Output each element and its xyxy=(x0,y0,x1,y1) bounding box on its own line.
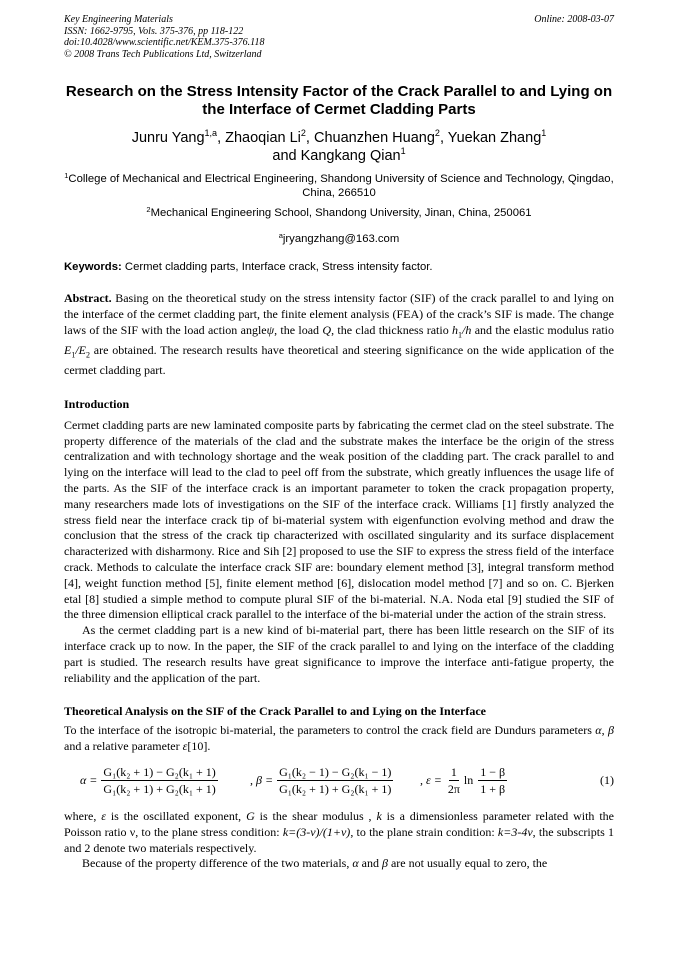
author-name: , Chuanzhen Huang xyxy=(305,130,435,146)
theory-text: , the subscripts 1 and 2 denote two materials respectively. xyxy=(64,824,614,855)
abstract xyxy=(64,291,614,379)
equation-lhs: , β = xyxy=(250,773,274,788)
theory-text: , to the plane strain condition: xyxy=(350,824,498,839)
keywords-label: Keywords: xyxy=(64,261,122,273)
denominator: 1 + β xyxy=(480,782,506,797)
numerator: 1 − β xyxy=(480,765,506,780)
keywords xyxy=(64,261,614,273)
author-name: , Zhaoqian Li xyxy=(217,130,301,146)
keywords-text: Cermet cladding parts, Interface crack, Stress intensity factor. xyxy=(121,261,433,273)
affiliation-text: Mechanical Engineering School, Shandong University, Jinan, China, 250061 xyxy=(150,207,532,219)
intro-paragraph-2: As the cermet cladding part is a new kind of bi-material part, there has been little research on the SIF of its interface crack up to now. In the paper, the SIF of the crack parallel to and lying on the interface of the cladding part is studied. The research results have great significance to improve the interface anti-fatigue property, the reliability and the application of the part. xyxy=(64,623,614,685)
theory-text: [10]. xyxy=(187,739,211,754)
theory-text: , xyxy=(601,723,609,738)
equation-1 xyxy=(64,759,614,803)
abstract-text: Basing on the theoretical study on the stress intensity factor (SIF) of the crack parallel to and lying on the interface of the cermet cladding part, the finite element analysis (FEA) of the crack’s SIF is made. The change laws of the SIF with the load action angle xyxy=(64,291,614,337)
paper-page xyxy=(64,14,614,872)
denominator: G₁(k₂ + 1) + G₂(k₁ + 1) xyxy=(279,782,392,797)
k-symbol: k xyxy=(376,808,382,823)
plane-strain-formula: k=3-4ν xyxy=(497,824,533,839)
alpha-symbol: α xyxy=(595,723,602,738)
theory-text: and xyxy=(358,856,382,871)
epsilon-definition xyxy=(420,759,507,803)
e2-symbol: /E xyxy=(75,342,87,357)
numerator: G₁(k₂ + 1) − G₂(k₁ + 1) xyxy=(103,765,216,780)
plane-stress-formula: k=(3-ν)/(1+ν) xyxy=(282,824,351,839)
equation-lhs: α = xyxy=(80,773,98,788)
subscript: 1 xyxy=(458,329,463,339)
affil-mark: 1 xyxy=(64,171,69,180)
theory-paragraph-2 xyxy=(64,809,614,856)
affiliation-1 xyxy=(64,172,614,200)
equation-lhs: , ε = xyxy=(420,773,442,788)
alpha-symbol: α xyxy=(352,856,359,871)
subscript: 1 xyxy=(71,350,76,360)
epsilon-symbol: ε xyxy=(101,808,106,823)
fraction xyxy=(478,764,507,797)
affiliation-2 xyxy=(64,206,614,220)
issn-line: ISSN: 1662-9795, Vols. 375-376, pp 118-122 xyxy=(64,25,244,37)
numerator: G₁(k₂ − 1) − G₂(k₁ − 1) xyxy=(279,765,392,780)
abstract-label: Abstract. xyxy=(64,291,112,305)
abstract-text: and the elastic modulus ratio xyxy=(471,322,615,337)
section-heading-theory: Theoretical Analysis on the SIF of the Crack Parallel to and Lying on the Interface xyxy=(64,704,486,719)
abstract-text: , the load xyxy=(274,322,323,337)
theory-paragraph-3 xyxy=(64,856,614,872)
author-affil-mark: 2 xyxy=(300,128,306,138)
beta-symbol: β xyxy=(381,856,388,871)
author-name: and Kangkang Qian xyxy=(272,148,401,164)
fraction xyxy=(446,764,462,797)
h1-symbol: h xyxy=(452,322,459,337)
alpha-definition xyxy=(80,759,218,803)
theory-text: are not usually equal to zero, the xyxy=(387,856,548,871)
q-symbol: Q xyxy=(322,322,332,337)
h-symbol: /h xyxy=(462,322,472,337)
denominator: 2π xyxy=(447,782,460,797)
g-symbol: G xyxy=(246,808,255,823)
author-affil-mark: 1 xyxy=(400,146,406,156)
beta-definition xyxy=(250,759,393,803)
subscript: 2 xyxy=(86,350,91,360)
affil-mark: 2 xyxy=(146,205,151,214)
author-affil-mark: 2 xyxy=(434,128,440,138)
email-text: jryangzhang@163.com xyxy=(282,233,400,245)
affiliation-text: College of Mechanical and Electrical Engineering, Shandong University of Science and Technology, Qingdao, China, 266510 xyxy=(68,173,614,199)
email-mark: a xyxy=(278,231,283,240)
theory-text: where, xyxy=(64,808,102,823)
copyright-line: © 2008 Trans Tech Publications Ltd, Switzerland xyxy=(64,48,262,60)
author-name: Junru Yang xyxy=(131,130,205,146)
equation-number: (1) xyxy=(600,772,614,787)
beta-symbol: β xyxy=(608,723,614,738)
author-email xyxy=(64,232,614,246)
author-name: , Yuekan Zhang xyxy=(439,130,542,146)
paper-title: Research on the Stress Intensity Factor of the Crack Parallel to and Lying on the Interface of Cermet Cladding Parts xyxy=(65,83,613,118)
abstract-text: , the clad thickness ratio xyxy=(331,322,453,337)
fraction xyxy=(277,764,393,797)
fraction xyxy=(101,764,217,797)
ln-operator: ln xyxy=(463,773,474,788)
journal-name: Key Engineering Materials xyxy=(64,14,173,25)
numerator: 1 xyxy=(450,765,457,780)
doi-line: doi:10.4028/www.scientific.net/KEM.375-376.118 xyxy=(64,37,265,48)
theory-text: is a dimensionless parameter related with the Poisson ratio ν, to the plane stress condition: xyxy=(64,808,614,839)
e1-symbol: E xyxy=(64,342,72,357)
author-affil-mark: 1 xyxy=(541,128,547,138)
section-heading-introduction: Introduction xyxy=(64,396,130,411)
journal-header xyxy=(64,14,614,60)
denominator: G₁(k₂ + 1) + G₂(k₁ + 1) xyxy=(103,782,216,797)
theory-text: To the interface of the isotropic bi-material, the parameters to control the crack field are Dundurs parameters xyxy=(64,723,596,738)
theory-paragraph-1 xyxy=(64,723,614,755)
theory-text: is the oscillated exponent, xyxy=(105,808,247,823)
epsilon-symbol: ε xyxy=(182,739,188,754)
theory-text: is the shear modulus , xyxy=(254,808,377,823)
theory-text: and a relative parameter xyxy=(64,739,183,754)
author-affil-mark: 1,a xyxy=(204,128,218,138)
online-date: Online: 2008-03-07 xyxy=(534,14,614,25)
theory-text: Because of the property difference of the two materials, xyxy=(82,856,353,871)
intro-paragraph-1: Cermet cladding parts are new laminated composite parts by fabricating the cermet clad on the steel substrate. The property difference of the materials of the clad and the substrate makes the interface be the origin of the stress centralization and with technology shortage and the weak position of the cladding part. The crack parallel to and lying on the interface will lead to the clad to peel off from the substrate, which greatly influences the usage life of the parts. As the SIF of the interface crack is an important parameter to token the crack propagation property, many researchers made lots of investigations on the SIF of the interface crack. Williams [1] firstly analyzed the stress field near the interface crack tip of bi-material system with eigenfunction evolving method and draw the conclusion that the stress of the crack tip characterized with oscillated singularity and its surface displacement characterized with disharmony. Rice and Sih [2] proposed to use the SIF to express the stress field of the interface crack. Methods to calculate the interface crack SIF are: boundary element method [3], integral transform method [4], weight function method [5], finite element method [6], dislocation model method [7] and so on. C. Bjerken etal [8] studied a simple method to compute plural SIF of the bi-material. N.A. Noda etal [9] studied the SIF of the three dimension elliptical crack parallel to the interface of the bi-material under the action of the strain stress. xyxy=(64,417,614,622)
abstract-text: are obtained. The research results have theoretical and steering significance on the wide application of the cermet cladding part. xyxy=(64,342,614,377)
psi-symbol: ψ xyxy=(266,322,275,337)
author-list xyxy=(64,129,614,165)
